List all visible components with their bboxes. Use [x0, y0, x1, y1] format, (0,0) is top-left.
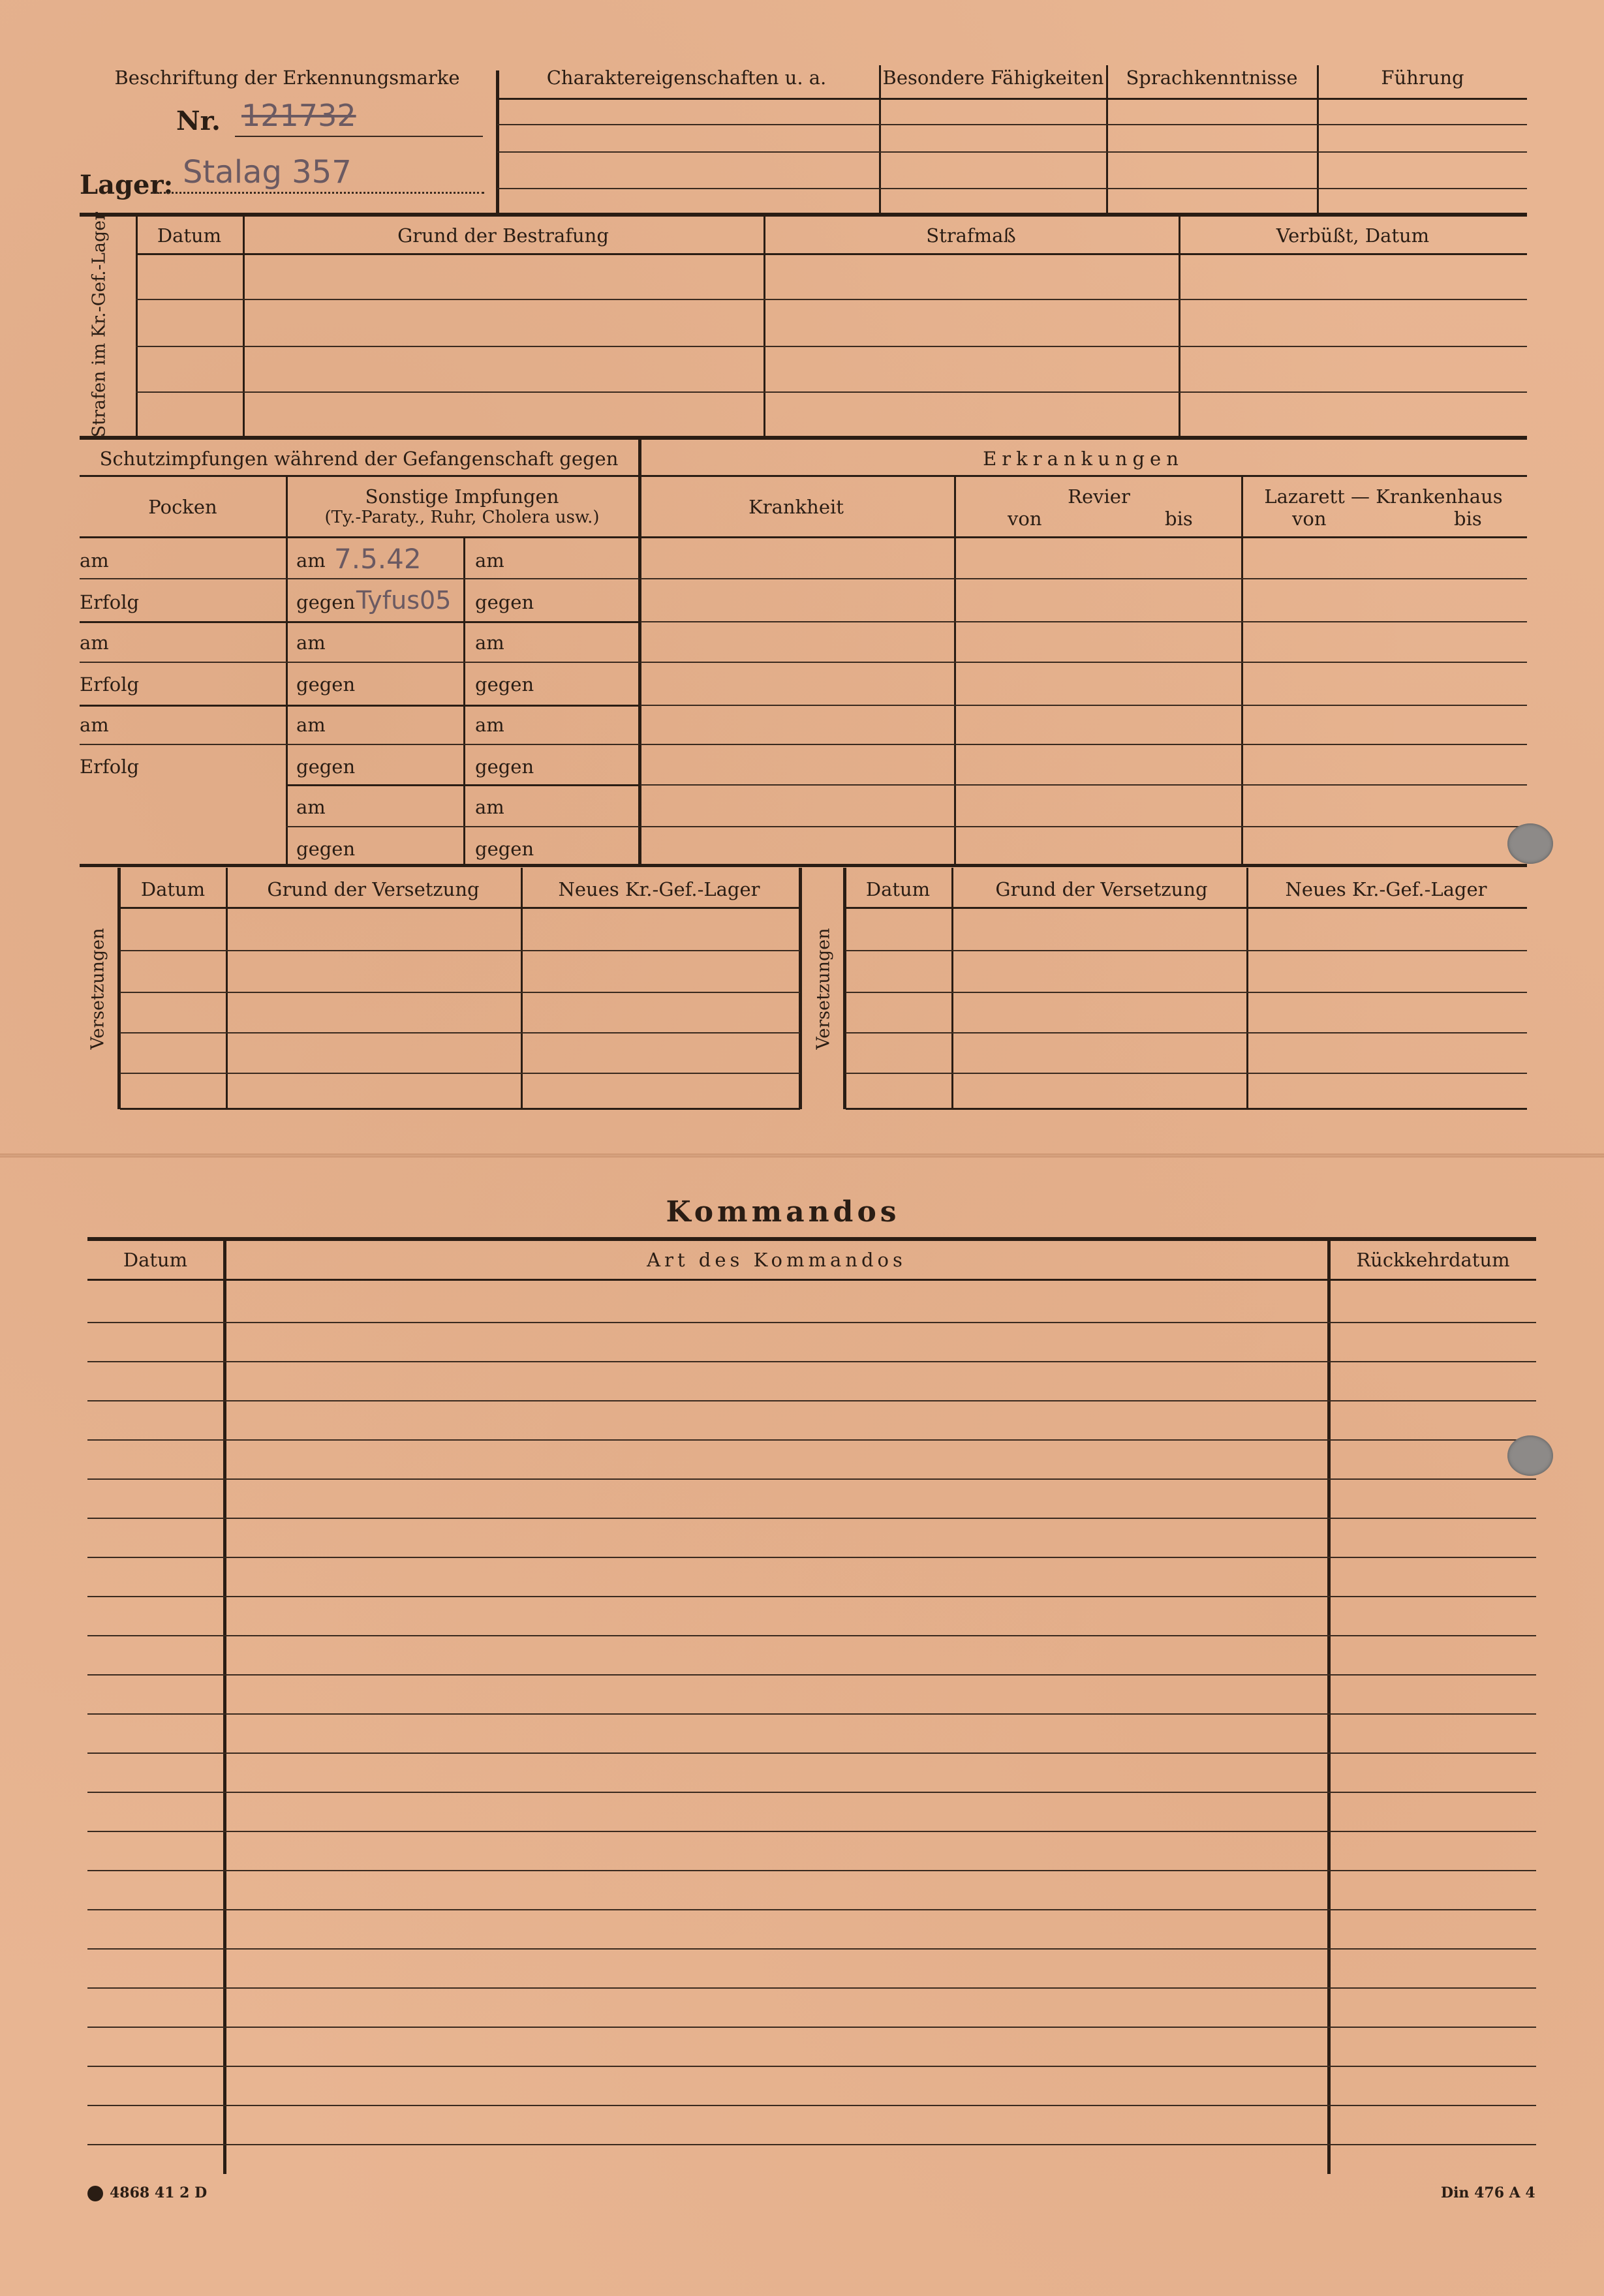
header-rule — [136, 253, 1527, 255]
versetzungen-side-label-left: Versetzungen — [87, 928, 108, 1050]
divider — [463, 538, 465, 865]
punch-hole — [1507, 1435, 1553, 1476]
pocken-am-1: am — [80, 549, 109, 572]
divider — [638, 438, 641, 865]
sonst1-gegen-1: gegen — [296, 591, 356, 613]
impfungen-header: Schutzimpfungen während der Gefangenschaft gegen — [99, 448, 619, 470]
row-line — [641, 784, 1527, 786]
row-line — [80, 578, 640, 579]
kommandos-datum-header: Datum — [123, 1249, 188, 1271]
versetzungen-side-label-right: Versetzungen — [813, 928, 834, 1050]
strafmass-header: Strafmaß — [926, 224, 1016, 247]
lager-underline — [151, 192, 484, 194]
kommando-row-line — [87, 1831, 1536, 1832]
divider — [1179, 215, 1180, 437]
row-line — [846, 1032, 1527, 1033]
divider — [136, 215, 138, 437]
pocken-header: Pocken — [148, 496, 217, 518]
row-line — [846, 950, 1527, 951]
row-line — [846, 1073, 1527, 1074]
kommando-row-line — [87, 1713, 1536, 1715]
vers-datum-header-right: Datum — [865, 878, 931, 900]
sonst2-am-3: am — [475, 714, 504, 736]
kommando-row-line — [87, 1948, 1536, 1950]
eagle-mark-icon — [87, 2186, 103, 2201]
divider — [286, 476, 288, 865]
kommando-row-line — [87, 1518, 1536, 1519]
sonst2-am-4: am — [475, 796, 504, 818]
header-rule — [846, 907, 1527, 909]
footer-din: Din 476 A 4 — [1441, 2184, 1535, 2201]
lazarett-bis: bis — [1454, 508, 1482, 530]
row-line — [120, 1032, 800, 1033]
sonst2-gegen-2: gegen — [475, 673, 534, 696]
sonst1-gegen-2: gegen — [296, 673, 356, 696]
pocken-erfolg-2: Erfolg — [80, 673, 140, 696]
kommando-row-line — [87, 1987, 1536, 1989]
row-line — [136, 346, 1527, 347]
sonst1-am-1: am — [296, 549, 326, 572]
lager-label: Lager: — [80, 170, 174, 200]
row-line — [641, 578, 1527, 579]
row-line — [80, 744, 640, 745]
sonst2-gegen-1: gegen — [475, 591, 534, 613]
kommando-row-line — [87, 1792, 1536, 1793]
kommando-row-line — [87, 1674, 1536, 1676]
kommando-row-line — [87, 1753, 1536, 1754]
row-line — [641, 826, 1527, 827]
divider — [243, 215, 245, 437]
lager-value: Stalag 357 — [183, 154, 352, 191]
nr-value: 121732 — [241, 98, 356, 133]
sonst2-gegen-4: gegen — [475, 838, 534, 860]
row-line — [136, 391, 1527, 393]
row-line — [846, 992, 1527, 993]
revier-header: Revier — [1068, 485, 1130, 508]
row-line — [641, 662, 1527, 663]
footer-code: 4868 41 2 D — [110, 2184, 208, 2201]
pocken-am-2: am — [80, 632, 109, 654]
handwritten-vaccine: Tyfus05 — [356, 586, 452, 615]
sonstige-header-2: (Ty.-Paraty., Ruhr, Cholera usw.) — [324, 508, 600, 527]
vers-datum-header-left: Datum — [140, 878, 206, 900]
fuehrung-header: Führung — [1381, 67, 1464, 89]
row-line — [286, 784, 640, 786]
section-rule — [846, 1108, 1527, 1110]
faehigkeiten-header: Besondere Fähigkeiten — [882, 67, 1104, 89]
kommando-row-line — [87, 1400, 1536, 1401]
kommando-row-line — [87, 1635, 1536, 1636]
kommando-row-line — [87, 1909, 1536, 1910]
divider — [954, 476, 956, 865]
sonst1-am-3: am — [296, 714, 326, 736]
pocken-erfolg-1: Erfolg — [80, 591, 140, 613]
row-line — [136, 299, 1527, 300]
charakter-header: Charaktereigenschaften u. a. — [546, 67, 827, 89]
kommando-row-line — [87, 2027, 1536, 2028]
row-line — [641, 744, 1527, 745]
header-rule — [120, 907, 800, 909]
header-rule — [80, 536, 1527, 538]
kommando-row-line — [87, 1478, 1536, 1480]
section-rule — [80, 213, 1527, 217]
sonst2-am-2: am — [475, 632, 504, 654]
section-rule — [80, 865, 1527, 867]
erkennungsmarke-label: Beschriftung der Erkennungsmarke — [114, 67, 460, 89]
kommando-row-line — [87, 2105, 1536, 2106]
section-rule — [87, 1237, 1536, 1241]
lazarett-header: Lazarett — Krankenhaus — [1264, 485, 1503, 508]
pocken-am-3: am — [80, 714, 109, 736]
row-line — [497, 124, 1527, 125]
sonst2-am-1: am — [475, 549, 504, 572]
nr-underline — [235, 136, 483, 137]
strafen-datum-header: Datum — [157, 224, 222, 247]
revier-bis: bis — [1165, 508, 1193, 530]
sonst1-am-4: am — [296, 796, 326, 818]
row-line — [497, 188, 1527, 189]
kommandos-title: Kommandos — [666, 1195, 901, 1229]
row-line — [80, 662, 640, 663]
divider — [496, 70, 499, 215]
divider — [763, 215, 765, 437]
section-rule — [120, 1108, 800, 1110]
punch-hole — [1507, 823, 1553, 864]
divider — [1327, 1240, 1331, 2174]
sonst1-gegen-4: gegen — [296, 838, 356, 860]
top-rule — [497, 98, 1527, 100]
kommandos-rueckkehr-header: Rückkehrdatum — [1356, 1249, 1510, 1271]
sonst1-am-2: am — [296, 632, 326, 654]
row-line — [286, 826, 640, 827]
handwritten-date: 7.5.42 — [334, 543, 422, 575]
lazarett-von: von — [1292, 508, 1327, 530]
sprachen-header: Sprachkenntnisse — [1126, 67, 1298, 89]
header-rule — [80, 475, 1527, 477]
strafen-side-label: Strafen im Kr.-Gef.-Lager — [89, 211, 110, 438]
kommandos-art-header: Art des Kommandos — [647, 1249, 906, 1271]
kommando-row-line — [87, 1361, 1536, 1362]
sonst2-gegen-3: gegen — [475, 756, 534, 778]
kommando-row-line — [87, 1870, 1536, 1871]
row-line — [120, 992, 800, 993]
divider — [223, 1240, 226, 2174]
strafen-grund-header: Grund der Bestrafung — [397, 224, 609, 247]
vers-neues-header-left: Neues Kr.-Gef.-Lager — [558, 878, 760, 900]
kommando-row-line — [87, 1439, 1536, 1441]
fold-line — [0, 1154, 1604, 1157]
pocken-erfolg-3: Erfolg — [80, 756, 140, 778]
kommando-row-line — [87, 1596, 1536, 1597]
row-line — [80, 621, 640, 623]
nr-label: Nr. — [176, 106, 221, 136]
row-line — [641, 621, 1527, 622]
verbuesst-header: Verbüßt, Datum — [1276, 224, 1430, 247]
row-line — [497, 151, 1527, 153]
krankheit-header: Krankheit — [748, 496, 844, 518]
row-line — [120, 1073, 800, 1074]
kommando-row-line — [87, 1322, 1536, 1323]
header-rule — [87, 1279, 1536, 1281]
revier-von: von — [1008, 508, 1042, 530]
divider — [1317, 65, 1319, 215]
row-line — [80, 705, 640, 707]
divider — [1241, 476, 1243, 865]
erkrankungen-header: Erkrankungen — [983, 448, 1184, 470]
vers-grund-header-left: Grund der Versetzung — [267, 878, 480, 900]
kommando-row-line — [87, 1557, 1536, 1558]
vers-neues-header-right: Neues Kr.-Gef.-Lager — [1285, 878, 1487, 900]
sonst1-gegen-3: gegen — [296, 756, 356, 778]
kommando-row-line — [87, 2144, 1536, 2145]
divider — [879, 65, 881, 215]
row-line — [641, 705, 1527, 706]
sonstige-header-1: Sonstige Impfungen — [365, 485, 559, 508]
kommando-row-line — [87, 2066, 1536, 2067]
vers-grund-header-right: Grund der Versetzung — [995, 878, 1208, 900]
divider — [1106, 65, 1108, 215]
row-line — [120, 950, 800, 951]
section-rule — [80, 436, 1527, 440]
